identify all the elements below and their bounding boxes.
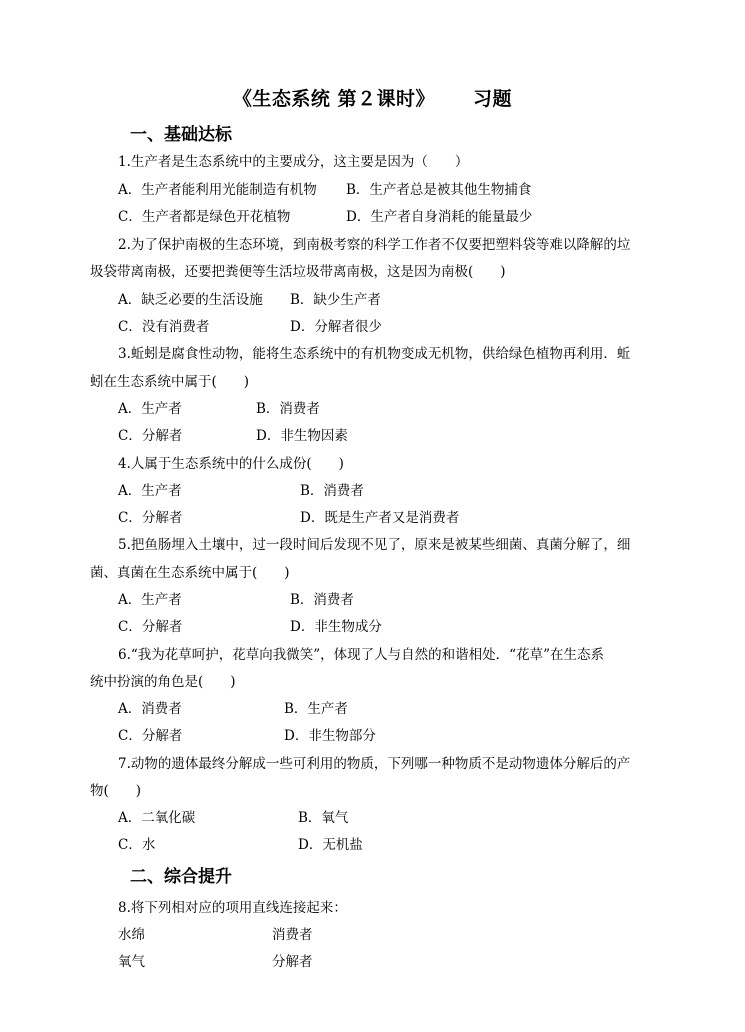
document-title — [0, 84, 745, 111]
section-heading-basic: 一、基础达标 — [130, 125, 232, 145]
title-suffix: 习题 — [473, 88, 513, 110]
question-4-option-c: C．分解者 — [118, 510, 183, 526]
question-3-stem-line2: 蚓在生态系统中属于( ) — [90, 374, 250, 390]
question-7-option-d: D．无机盐 — [298, 837, 363, 853]
question-3-option-a: A．生产者 — [118, 401, 182, 417]
question-7-stem-line1: 7.动物的遗体最终分解成一些可利用的物质，下列哪一种物质不是动物遗体分解后的产 — [118, 756, 631, 772]
question-8-stem: 8.将下列相对应的项用直线连接起来： — [118, 900, 347, 916]
question-4-stem: 4.人属于生态系统中的什么成份( ) — [118, 456, 344, 472]
question-2-option-b: B．缺少生产者 — [290, 292, 381, 308]
question-8-right-item-2: 分解者 — [272, 954, 313, 970]
question-5-option-d: D．非生物成分 — [290, 619, 382, 635]
question-2-stem-line1: 2.为了保护南极的生态环境，到南极考察的科学工作者不仅要把塑料袋等难以降解的垃 — [118, 237, 631, 253]
question-5-option-b: B．消费者 — [290, 592, 354, 608]
question-5-stem-line2: 菌、真菌在生态系统中属于( ) — [90, 565, 290, 581]
question-2-option-a: A．缺乏必要的生活设施 — [118, 292, 263, 308]
question-4-option-b: B．消费者 — [300, 483, 364, 499]
question-6-option-d: D．非生物部分 — [284, 728, 376, 744]
question-8-left-item-1: 水绵 — [118, 927, 145, 943]
question-7-option-b: B．氧气 — [298, 810, 349, 826]
question-2-option-c: C．没有消费者 — [118, 319, 210, 335]
question-4-option-d: D．既是生产者又是消费者 — [300, 510, 460, 526]
question-7-option-c: C．水 — [118, 837, 156, 853]
question-6-option-c: C．分解者 — [118, 728, 183, 744]
title-main: 《生态系统 第２课时》 — [232, 88, 436, 110]
question-3-option-d: D．非生物因素 — [256, 428, 348, 444]
question-1-option-c: C．生产者都是绿色开花植物 — [118, 209, 291, 225]
question-4-option-a: A．生产者 — [118, 483, 182, 499]
question-3-stem-line1: 3.蚯蚓是腐食性动物，能将生态系统中的有机物变成无机物，供给绿色植物再利用．蚯 — [118, 346, 631, 362]
question-1-option-d: D．生产者自身消耗的能量最少 — [346, 209, 533, 225]
question-5-option-c: C．分解者 — [118, 619, 183, 635]
question-8-right-item-1: 消费者 — [272, 927, 313, 943]
question-6-stem-line2: 统中扮演的角色是( ) — [90, 674, 236, 690]
question-3-option-b: B．消费者 — [256, 401, 320, 417]
question-2-stem-line2: 圾袋带离南极，还要把粪便等生活垃圾带离南极，这是因为南极( ) — [90, 264, 506, 280]
question-1-stem: 1.生产者是生态系统中的主要成分，这主要是因为（ ） — [118, 154, 469, 170]
question-8-left-item-2: 氧气 — [118, 954, 145, 970]
question-6-option-b: B．生产者 — [284, 701, 348, 717]
question-5-stem-line1: 5.把鱼肠埋入土壤中，过一段时间后发现不见了，原来是被某些细菌、真菌分解了，细 — [118, 537, 631, 553]
question-1-option-a: A．生产者能利用光能制造有机物 — [118, 182, 317, 198]
section-heading-advanced: 二、综合提升 — [130, 867, 232, 887]
question-3-option-c: C．分解者 — [118, 428, 183, 444]
question-1-option-b: B．生产者总是被其他生物捕食 — [346, 182, 532, 198]
question-7-option-a: A．二氧化碳 — [118, 810, 196, 826]
question-7-stem-line2: 物( ) — [90, 783, 142, 799]
question-5-option-a: A．生产者 — [118, 592, 182, 608]
question-2-option-d: D．分解者很少 — [290, 319, 382, 335]
question-6-option-a: A．消费者 — [118, 701, 182, 717]
question-6-stem-line1: 6.“我为花草呵护，花草向我微笑”，体现了人与自然的和谐相处．“花草”在生态系 — [118, 647, 604, 663]
